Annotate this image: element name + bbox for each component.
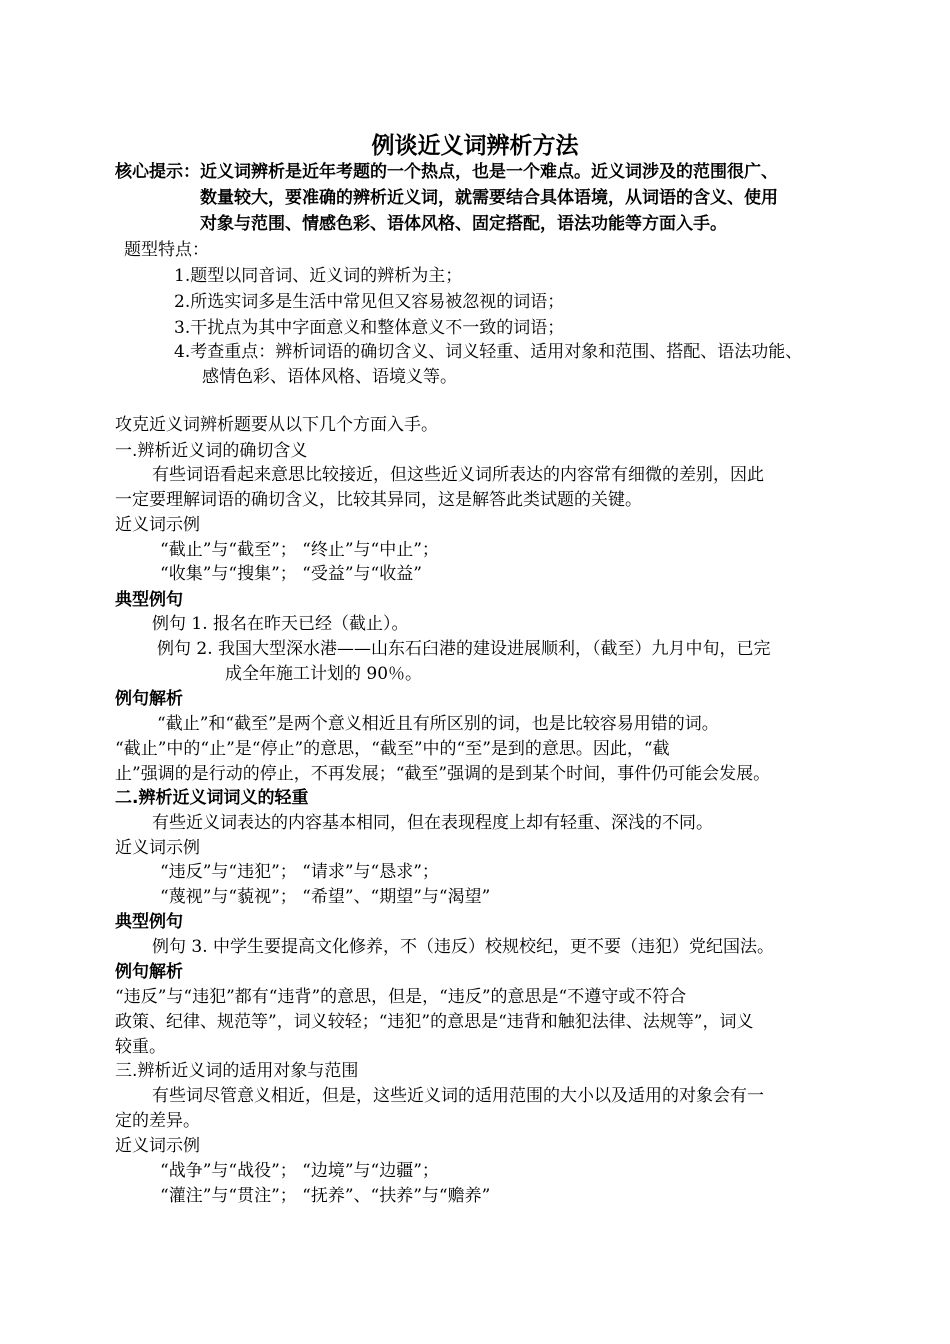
section-3-example-line-2: “灌注”与“贯注”； “抚养”、“扶养”与“赡养”	[160, 1186, 491, 1206]
section-1-example-line-1: “截止”与“截至”； “终止”与“中止”；	[160, 540, 439, 560]
section-2-analysis-line-1: “违反”与“违犯”都有“违背”的意思，但是，“违反”的意思是“不遵守或不符合	[115, 987, 687, 1007]
section-2-analysis-line-3: 较重。	[115, 1037, 166, 1057]
example-sentence-3: 例句 3. 中学生要提高文化修养，不（违反）校规校纪，更不要（违犯）党纪国法。	[152, 937, 775, 957]
section-2-para: 有些近义词表达的内容基本相同，但在表现程度上却有轻重、深浅的不同。	[152, 813, 713, 833]
section-1-para-line-2: 一定要理解词语的确切含义，比较其异同，这是解答此类试题的关键。	[115, 490, 642, 510]
feature-item-1: 1.题型以同音词、近义词的辨析为主；	[174, 266, 463, 286]
section-1-para-line-1: 有些词语看起来意思比较接近，但这些近义词所表达的内容常有细微的差别，因此	[152, 465, 764, 485]
section-2-heading: 二.辨析近义词词义的轻重	[115, 788, 309, 808]
section-1-example-line-2: “收集”与“搜集”； “受益”与“收益”	[160, 564, 422, 584]
section-3-para-line-2: 定的差异。	[115, 1111, 200, 1131]
feature-item-4-cont: 感情色彩、语体风格、语境义等。	[202, 367, 457, 387]
section-1-heading: 一.辨析近义词的确切含义	[115, 441, 308, 461]
section-1-typical-label: 典型例句	[115, 590, 183, 610]
feature-item-2: 2.所选实词多是生活中常见但又容易被忽视的词语；	[174, 292, 565, 312]
example-sentence-2-line-2: 成全年施工计划的 90％。	[225, 664, 423, 684]
example-sentence-2-line-1: 例句 2. 我国大型深水港——山东石臼港的建设进展顺利，（截至）九月中旬，已完	[157, 639, 771, 659]
intro-text: 攻克近义词辨析题要从以下几个方面入手。	[115, 415, 438, 435]
section-2-example-line-2: “蔑视”与“藐视”； “希望”、“期望”与“渴望”	[160, 887, 491, 907]
section-3-para-line-1: 有些词尽管意义相近，但是，这些近义词的适用范围的大小以及适用的对象会有一	[152, 1086, 764, 1106]
section-2-typical-label: 典型例句	[115, 912, 183, 932]
section-1-analysis-label: 例句解析	[115, 689, 183, 709]
section-1-examples-label: 近义词示例	[115, 515, 200, 535]
section-2-analysis-line-2: 政策、纪律、规范等”，词义较轻；“违犯”的意思是“违背和触犯法律、法规等”，词义	[115, 1012, 754, 1032]
section-1-analysis-line-1: “截止”和“截至”是两个意义相近且有所区别的词，也是比较容易用错的词。	[157, 714, 719, 734]
feature-item-4: 4.考查重点：辨析词语的确切含义、词义轻重、适用对象和范围、搭配、语法功能、	[174, 342, 803, 362]
core-tip-line-2: 数量较大，要准确的辨析近义词，就需要结合具体语境，从词语的含义、使用	[200, 188, 778, 208]
feature-item-3: 3.干扰点为其中字面意义和整体意义不一致的词语；	[174, 318, 565, 338]
section-2-example-line-1: “违反”与“违犯”； “请求”与“恳求”；	[160, 862, 439, 882]
section-3-heading: 三.辨析近义词的适用对象与范围	[115, 1061, 359, 1081]
document-title: 例谈近义词辨析方法	[371, 133, 579, 159]
features-label: 题型特点：	[124, 240, 209, 260]
section-3-example-line-1: “战争”与“战役”； “边境”与“边疆”；	[160, 1161, 439, 1181]
example-sentence-1: 例句 1. 报名在昨天已经（截止）。	[152, 614, 409, 634]
core-tip-line-3: 对象与范围、情感色彩、语体风格、固定搭配，语法功能等方面入手。	[200, 214, 727, 234]
section-3-examples-label: 近义词示例	[115, 1136, 200, 1156]
section-1-analysis-line-3: 止”强调的是行动的停止，不再发展；“截至”强调的是到某个时间，事件仍可能会发展。	[115, 764, 771, 784]
section-2-analysis-label: 例句解析	[115, 962, 183, 982]
core-tip-line-1: 核心提示：近义词辨析是近年考题的一个热点，也是一个难点。近义词涉及的范围很广、	[115, 162, 778, 182]
section-1-analysis-line-2: “截止”中的“止”是“停止”的意思，“截至”中的“至”是到的意思。因此，“截	[115, 739, 670, 759]
section-2-examples-label: 近义词示例	[115, 838, 200, 858]
